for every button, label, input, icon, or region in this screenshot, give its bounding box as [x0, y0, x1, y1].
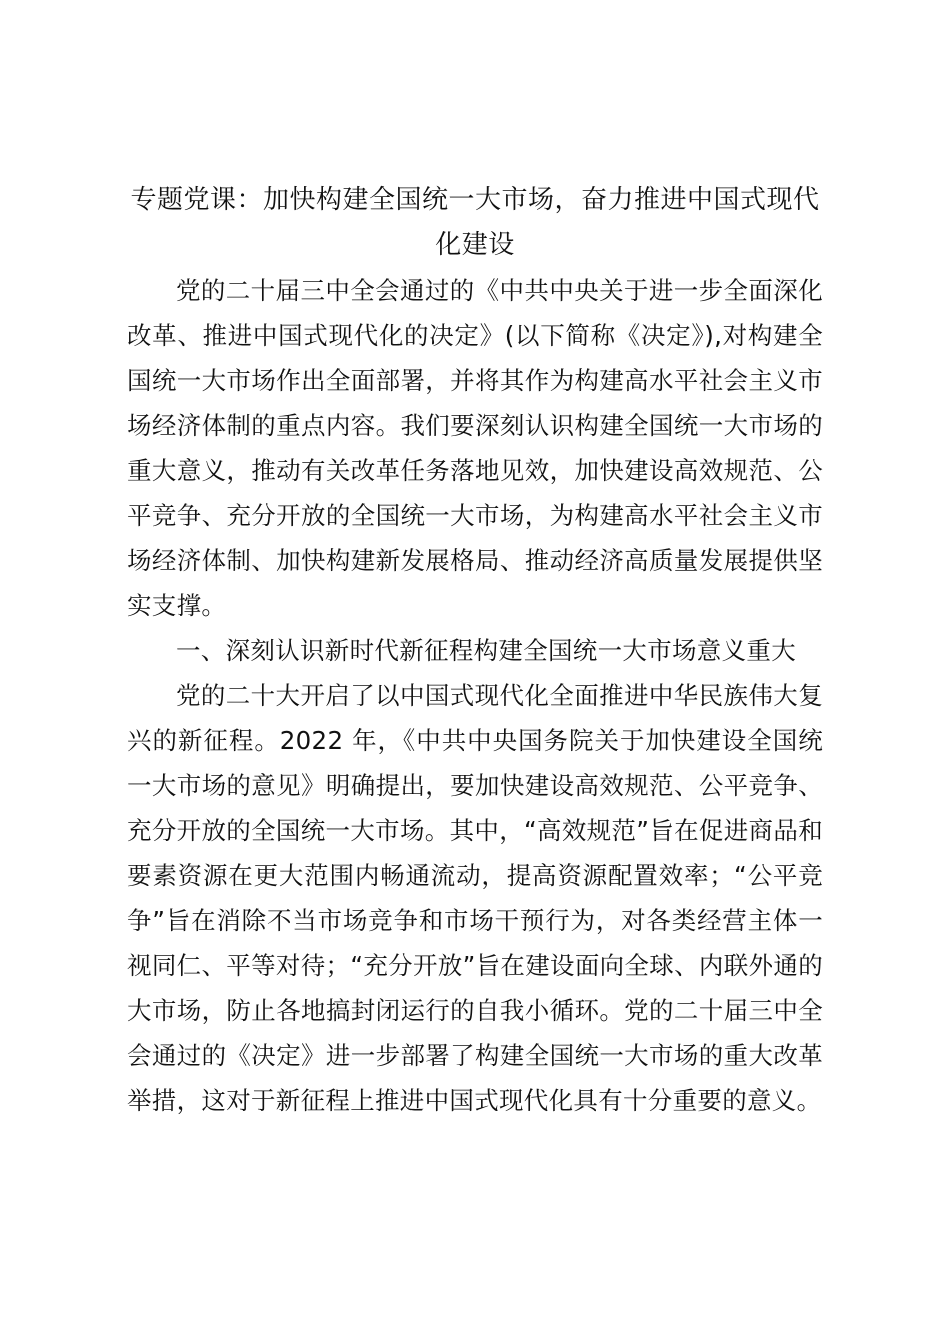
document-title: 专题党课：加快构建全国统一大市场，奋力推进中国式现代化建设 — [130, 185, 820, 260]
section-paragraph: 党的二十大开启了以中国式现代化全面推进中华民族伟大复兴的新征程。2022 年，《中共中央国务院关于加快建设全国统一大市场的意见》明确提出，要加快建设高效规范、公平竞争、充分开放的全国统一大市场。其中，“高效规范”旨在促进商品和要素资源在更大范围内畅通流动，提高资源配置效率；“公平竞争”旨在消除不当市场竞争和市场干预行为，对各类经营主体一视同仁、平等对待；“充分开放”旨在建设面向全球、内联外通的大市场，防止各地搞封闭运行的自我小循环。党的二十届三中全会通过的《决定》进一步部署了构建全国统一大市场的重大改革举措，这对于新征程上推进中国式现代化具有十分重要的意义。 — [127, 681, 823, 1115]
document-page — [127, 178, 823, 1123]
section-heading: 一、深刻认识新时代新征程构建全国统一大市场意义重大 — [176, 636, 796, 665]
intro-paragraph: 党的二十届三中全会通过的《中共中央关于进一步全面深化改革、推进中国式现代化的决定》(以下简称《决定》),对构建全国统一大市场作出全面部署，并将其作为构建高水平社会主义市场经济体制的重点内容。我们要深刻认识构建全国统一大市场的重大意义，推动有关改革任务落地见效，加快建设高效规范、公平竞争、充分开放的全国统一大市场，为构建高水平社会主义市场经济体制、加快构建新发展格局、推动经济高质量发展提供坚实支撑。 — [127, 276, 823, 620]
